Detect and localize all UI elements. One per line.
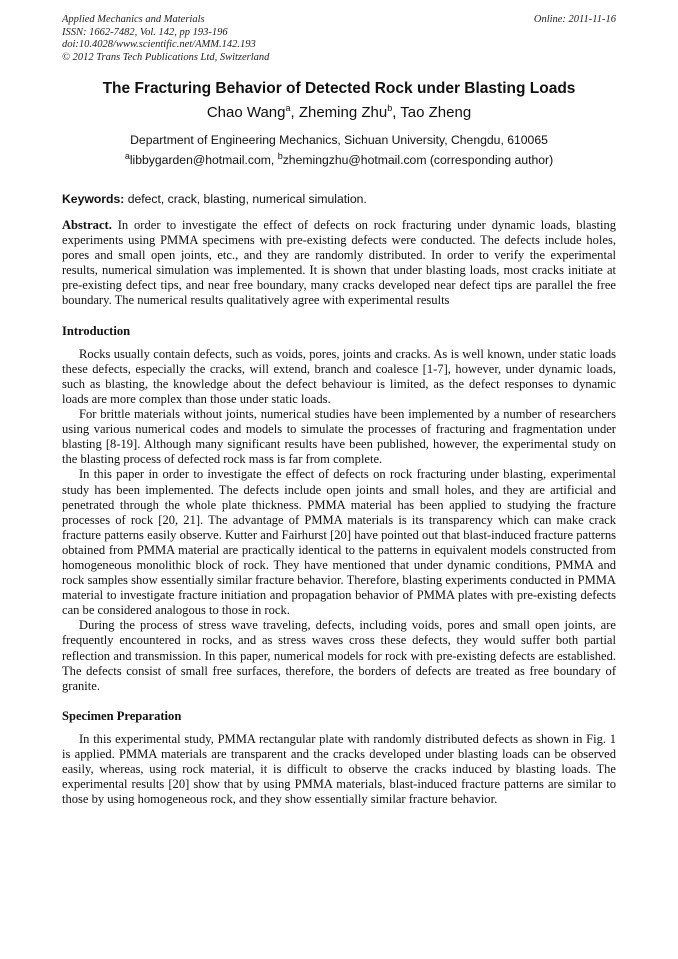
paragraph: During the process of stress wave traveling, defects, including voids, pores and small open joints, are frequently encountered in rocks, and as stress waves cross these defects, they would suffer both partial reflection and transmission. In this paper, numerical models for rock with pre-existing defects are established. The defects consist of small free surfaces, therefore, the borders of defects are treated as free boundary of granite. [62, 618, 616, 693]
email-address: libbygarden@hotmail.com, [129, 153, 278, 167]
paper-body [62, 218, 616, 807]
journal-issn: ISSN: 1662-7482, Vol. 142, pp 193-196 [62, 26, 228, 38]
online-date: Online: 2011-11-16 [533, 14, 616, 25]
keywords-label: Keywords: [62, 192, 125, 206]
journal-name: Applied Mechanics and Materials [62, 14, 205, 25]
paragraph: In this paper in order to investigate the effect of defects on rock fracturing under blasting, experimental study has been implemented. The defects include open joints and small holes, and they are artificial and penetrated through the whole plate thickness. PMMA material has been applied to studying the fracture processes of rock [20, 21]. The advantage of PMMA materials is its transparency which can make crack fracture patterns easily observe. Kutter and Fairhurst [20] have pointed out that blast-induced fracture patterns obtained from PMMA material are practically identical to the patterns in equivalent models constructed from homogeneous monolithic block of rock. They have mentioned that under dynamic conditions, PMMA and rock samples show essentially similar fracture behavior. Therefore, blasting experiments conducted in PMMA material to investigate fracture initiation and propagation behavior of PMMA plates with pre-existing defects can be considered analogous to those in rock. [62, 467, 616, 618]
author-superscript: b [387, 103, 393, 113]
abstract [62, 218, 616, 309]
keywords-text: defect, crack, blasting, numerical simulation. [124, 192, 367, 206]
author-list [0, 104, 678, 121]
paragraph: In this experimental study, PMMA rectangular plate with randomly distributed defects as shown in Fig. 1 is applied. PMMA materials are transparent and the cracks developed under blasting loads can be observed easily, whereas, using rock material, it is difficult to observe the cracks induced by blasting loads. The experimental results [20] show that by using PMMA materials, blast-induced fracture patterns are similar to those by using homogeneous rock, and they show essentially similar fracture behavior. [62, 731, 616, 807]
section-heading-introduction: Introduction [62, 323, 131, 338]
author-emails [0, 150, 678, 167]
section-heading-specimen: Specimen Preparation [62, 708, 182, 723]
journal-copyright: © 2012 Trans Tech Publications Ltd, Switzerland [62, 51, 270, 63]
email-superscript: a [124, 150, 130, 161]
paper-title: The Fracturing Behavior of Detected Rock under Blasting Loads [102, 80, 576, 97]
author-separator: , [392, 104, 401, 121]
abstract-text: In order to investigate the effect of defects on rock fracturing under dynamic loads, blasting experiments using PMMA specimens with pre-existing defects were conducted. The defects include holes, pores and small open joints, etc., and they are randomly distributed. In order to verify the experimental results, numerical simulation was implemented. It is shown that under blasting loads, most cracks initiate at pre-existing defect tips, and near free boundary, many cracks developed near defect tips are parallel the free boundary. The numerical results qualitatively agree with experimental results [62, 218, 616, 308]
author-name: Chao Wang [206, 104, 286, 121]
paragraph: Rocks usually contain defects, such as voids, pores, joints and cracks. As is well known, under static loads these defects, especially the cracks, will extend, branch and coalesce [1-7], however, under dynamic loads, such as blasting, the knowledge about the defect behaviour is limited, as the defect responses to dynamic loads are more complex than those under static loads. [62, 346, 616, 406]
author-separator: , [290, 104, 299, 121]
keywords [62, 192, 616, 206]
journal-doi: doi:10.4028/www.scientific.net/AMM.142.193 [62, 39, 256, 50]
author-superscript: a [285, 103, 291, 113]
author-name: Tao Zheng [400, 104, 472, 121]
email-address: zhemingzhu@hotmail.com (corresponding author) [282, 153, 554, 167]
author-name: Zheming Zhu [298, 104, 388, 121]
affiliation: Department of Engineering Mechanics, Sichuan University, Chengdu, 610065 [130, 133, 548, 147]
paragraph: For brittle materials without joints, numerical studies have been implemented by a number of researchers using various numerical codes and models to simulate the processes of fracturing and fragmentation under blasting [8-19]. Although many significant results have been published, however, the experimental study on the blasting process of defected rock mass is far from complete. [62, 407, 616, 467]
journal-header [62, 14, 616, 64]
abstract-label: Abstract. [62, 218, 112, 232]
email-superscript: b [277, 150, 283, 161]
